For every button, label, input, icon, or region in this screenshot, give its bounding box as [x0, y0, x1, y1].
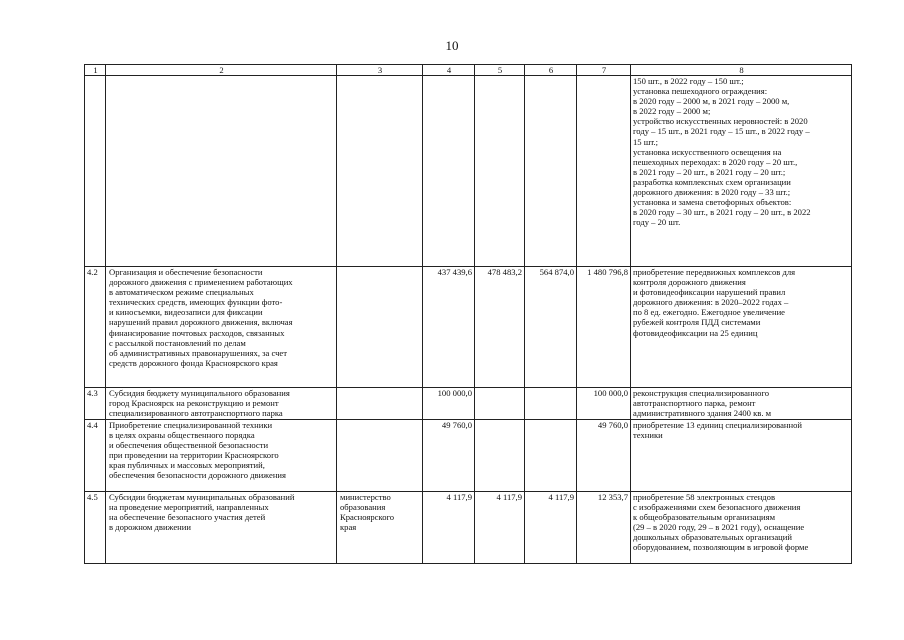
text-line: образования: [340, 502, 386, 513]
table-body: [85, 65, 852, 564]
text-line: реконструкция специализированного: [633, 388, 770, 398]
text-line: в 2022 году – 2000 м;: [633, 106, 711, 117]
text-line: на проведение мероприятий, направленных: [109, 502, 269, 513]
executor-cell: [337, 388, 423, 420]
table-row-4-4: [85, 420, 852, 492]
text-line: приобретение 58 электронных стендов: [633, 492, 776, 502]
table-row-4-3: [85, 388, 852, 420]
text-line: обеспечения безопасности дорожного движения: [109, 470, 286, 481]
result-cell: [631, 492, 852, 564]
text-line: устройство искусственных неровностей: в 2020: [633, 116, 808, 127]
row-number: 4.2: [85, 267, 106, 388]
text-line: Приобретение специализированной техники: [109, 420, 273, 430]
amount-total-cell: 12 353,7: [577, 492, 631, 564]
text-line: приобретение передвижных комплексов для: [633, 267, 796, 277]
text-line: установка и замена светофорных объектов:: [633, 197, 792, 208]
text-line: нарушений правил дорожного движения, включая: [109, 317, 293, 328]
text-line: автотранспортного парка, ремонт: [633, 398, 756, 409]
text-line: в 2020 году – 2000 м, в 2021 году – 2000 м,: [633, 96, 790, 107]
text-line: при проведении на территории Красноярского: [109, 450, 279, 461]
activity-name-cell: [106, 267, 337, 388]
amount-2020-cell: 100 000,0: [423, 388, 475, 420]
row-number: 4.3: [85, 388, 106, 420]
text-line: 150 шт., в 2022 году – 150 шт.;: [633, 76, 744, 86]
text-line: с рассылкой постановлений по делам: [109, 337, 246, 348]
col-header-6: 6: [525, 65, 577, 76]
amount-2022-cell: 4 117,9: [525, 492, 577, 564]
activity-name-cell: [106, 420, 337, 492]
amount-2021-cell: 478 483,2: [475, 267, 525, 388]
text-line: Субсидии бюджетам муниципальных образований: [109, 492, 295, 502]
text-line: пешеходных переходах: в 2020 году – 20 шт.,: [633, 156, 798, 167]
col-header-4: 4: [423, 65, 475, 76]
text-line: средств дорожного фонда Красноярского края: [109, 357, 278, 368]
table-row-4-5: [85, 492, 852, 564]
amount-2020-cell: 4 117,9: [423, 492, 475, 564]
text-line: контроля дорожного движения: [633, 277, 746, 288]
amount-2020-cell: 49 760,0: [423, 420, 475, 492]
text-line: в 2020 году – 30 шт., в 2021 году – 20 шт., в 2022: [633, 207, 811, 218]
col-header-1: 1: [85, 65, 106, 76]
result-cell: [631, 267, 852, 388]
text-line: в дорожном движении: [109, 522, 191, 533]
text-line: фотовидеофиксации на 25 единиц: [633, 327, 758, 338]
executor-cell: [337, 420, 423, 492]
text-line: министерство: [340, 492, 391, 502]
text-line: дорожного движения: в 2020–2022 годах –: [633, 297, 789, 308]
result-cell: [631, 76, 852, 267]
text-line: Красноярского: [340, 512, 395, 523]
text-line: 15 шт.;: [633, 136, 659, 147]
executor-cell: [337, 492, 423, 564]
amount-2022-cell: [525, 388, 577, 420]
col-header-7: 7: [577, 65, 631, 76]
cell-empty: [85, 76, 106, 267]
text-line: установка пешеходного ограждения:: [633, 86, 768, 97]
text-line: специализированного автотранспортного парка: [109, 408, 283, 419]
text-line: году – 15 шт., в 2021 году – 15 шт., в 2022 году –: [633, 126, 810, 137]
cell-empty: [423, 76, 475, 267]
activity-name-cell: [106, 388, 337, 420]
amount-2020-cell: 437 439,6: [423, 267, 475, 388]
col-header-5: 5: [475, 65, 525, 76]
row-number: 4.5: [85, 492, 106, 564]
text-line: края: [340, 522, 357, 533]
cell-empty: [475, 76, 525, 267]
amount-2022-cell: 564 874,0: [525, 267, 577, 388]
cell-empty: [106, 76, 337, 267]
amount-total-cell: 1 480 796,8: [577, 267, 631, 388]
text-line: с изображениями схем безопасного движения: [633, 502, 801, 513]
text-line: приобретение 13 единиц специализированной: [633, 420, 803, 430]
text-line: технических средств, имеющих функции фото-: [109, 297, 283, 308]
col-header-2: 2: [106, 65, 337, 76]
executor-cell: [337, 267, 423, 388]
text-line: по 8 ед. ежегодно. Ежегодное увеличение: [633, 307, 785, 318]
text-line: в автоматическом режиме специальных: [109, 287, 254, 298]
text-line: дошкольных образовательных организаций: [633, 532, 792, 543]
table-row-continuation: [85, 76, 852, 267]
column-number-row: [85, 65, 852, 76]
text-line: в целях охраны общественного порядка: [109, 430, 255, 441]
amount-total-cell: 100 000,0: [577, 388, 631, 420]
text-line: об административных правонарушениях, за счет: [109, 347, 288, 358]
text-line: рубежей контроля ПДД системами: [633, 317, 761, 328]
text-line: дорожного движения с применением работающих: [109, 277, 293, 288]
text-line: году – 20 шт.: [633, 217, 681, 228]
table-row-4-2: [85, 267, 852, 388]
amount-2021-cell: [475, 420, 525, 492]
text-line: и фотовидеофиксации нарушений правил: [633, 287, 786, 298]
text-line: в 2021 году – 20 шт., в 2021 году – 20 шт.;: [633, 166, 786, 177]
amount-2022-cell: [525, 420, 577, 492]
amount-total-cell: 49 760,0: [577, 420, 631, 492]
text-line: административного здания 2400 кв. м: [633, 408, 772, 419]
text-line: и киносъемки, видеозаписи для фиксации: [109, 307, 263, 318]
result-cell: [631, 420, 852, 492]
page-number: 10: [445, 38, 459, 53]
program-table: [84, 64, 852, 564]
result-cell: [631, 388, 852, 420]
text-line: разработка комплексных схем организации: [633, 176, 791, 187]
text-line: (29 – в 2020 году, 29 – в 2021 году), оснащение: [633, 522, 805, 533]
text-line: и обеспечения общественной безопасности: [109, 440, 269, 451]
amount-2021-cell: [475, 388, 525, 420]
text-line: финансирование почтовых расходов, связанных: [109, 327, 285, 338]
text-line: техники: [633, 430, 663, 441]
amount-2021-cell: 4 117,9: [475, 492, 525, 564]
cell-empty: [577, 76, 631, 267]
cell-empty: [337, 76, 423, 267]
text-line: на обеспечение безопасного участия детей: [109, 512, 266, 523]
cell-empty: [525, 76, 577, 267]
col-header-3: 3: [337, 65, 423, 76]
row-number: 4.4: [85, 420, 106, 492]
text-line: края публичных и массовых мероприятий,: [109, 460, 265, 471]
col-header-8: 8: [631, 65, 852, 76]
text-line: оборудованием, позволяющим в игровой форме: [633, 542, 809, 553]
text-line: Субсидия бюджету муниципального образования: [109, 388, 290, 398]
text-line: дорожного движения: в 2020 году – 33 шт.;: [633, 187, 791, 198]
text-line: город Красноярск на реконструкцию и ремонт: [109, 398, 279, 409]
text-line: Организация и обеспечение безопасности: [109, 267, 263, 277]
text-line: к общеобразовательным организациям: [633, 512, 776, 523]
activity-name-cell: [106, 492, 337, 564]
text-line: установка искусственного освещения на: [633, 146, 782, 157]
